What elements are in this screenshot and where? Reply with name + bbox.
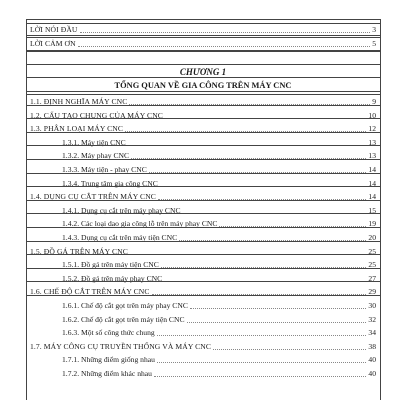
toc-item-label: 1.7. MÁY CÔNG CỤ TRUYỀN THỐNG VÀ MÁY CNC <box>30 341 212 351</box>
toc-item-label: 1.2. CẤU TẠO CHUNG CỦA MÁY CNC <box>30 110 163 120</box>
toc-section-item <box>26 110 380 122</box>
toc-section-item <box>26 286 380 298</box>
toc-subsection-item <box>26 150 380 162</box>
toc-subsection-item <box>26 178 380 190</box>
table-rule <box>26 37 380 38</box>
toc-item-label: 1.5.2. Đồ gá trên máy phay CNC <box>62 273 163 283</box>
table-rule <box>26 227 380 228</box>
toc-section-item <box>26 246 380 258</box>
toc-subsection-item <box>26 327 380 339</box>
toc-item-label: 1.3.3. Máy tiện - phay CNC <box>62 165 147 174</box>
toc-item-page: 14 <box>368 165 376 174</box>
toc-section-item <box>26 341 380 353</box>
toc-item-label: 1.1. ĐỊNH NGHĨA MÁY CNC <box>30 97 128 106</box>
toc-item-page: 40 <box>368 355 376 365</box>
toc-item-label: 1.4. DỤNG CỤ CẮT TRÊN MÁY CNC <box>30 192 156 202</box>
toc-item-page: 12 <box>368 124 376 134</box>
table-rule <box>26 254 380 255</box>
toc-item-page: 5 <box>372 39 376 48</box>
toc-subsection-item <box>26 273 380 285</box>
toc-subsection-item <box>26 164 380 176</box>
toc-item-page: 38 <box>368 341 376 351</box>
toc-item-page: 14 <box>368 192 376 202</box>
toc-item-page: 20 <box>368 233 376 242</box>
toc-item-page: 25 <box>368 260 376 270</box>
table-rule <box>26 281 380 282</box>
toc-leader-dots <box>157 335 366 336</box>
table-rule <box>26 213 380 214</box>
table-rule <box>26 159 380 160</box>
toc-leader-dots <box>187 322 366 323</box>
toc-item-page: 25 <box>368 246 376 256</box>
toc-item-label: 1.3.1. Máy tiện CNC <box>62 137 126 147</box>
toc-item-label: 1.3.2. Máy phay CNC <box>62 151 130 161</box>
toc-item-label: 1.4.1. Dụng cụ cắt trên máy phay CNC <box>62 205 181 215</box>
toc-section-item <box>26 96 380 108</box>
toc-leader-dots <box>154 376 366 377</box>
toc-subsection-item <box>26 259 380 271</box>
toc-item-page: 13 <box>368 137 376 147</box>
toc-leader-dots <box>78 46 370 47</box>
table-rule <box>26 19 380 20</box>
table-rule <box>26 94 380 95</box>
table-rule <box>26 200 380 201</box>
toc-leader-dots <box>157 362 366 363</box>
table-rule <box>26 118 380 119</box>
chapter-title: TỔNG QUAN VỀ GIA CÔNG TRÊN MÁY CNC <box>114 81 292 90</box>
toc-item-page: 29 <box>368 287 376 297</box>
table-rule <box>26 64 380 65</box>
toc-item-page: 15 <box>368 205 376 215</box>
table-border <box>380 19 381 400</box>
toc-item-page: 14 <box>368 178 376 188</box>
toc-item-label: 1.5.1. Đồ gá trên máy tiện CNC <box>62 260 159 270</box>
table-rule <box>26 91 380 92</box>
toc-item-page: 40 <box>368 369 376 378</box>
toc-leader-dots <box>213 349 366 350</box>
table-rule <box>26 295 380 296</box>
toc-leader-dots <box>190 308 366 309</box>
toc-subsection-item <box>26 137 380 149</box>
toc-item-label: 1.6. CHẾ ĐỘ CẮT TRÊN MÁY CNC <box>30 287 150 297</box>
toc-section-item <box>26 123 380 135</box>
toc-item-label: 1.3.4. Trung tâm gia công CNC <box>62 178 158 188</box>
toc-leader-dots <box>80 32 370 33</box>
toc-item-page: 19 <box>368 219 376 229</box>
toc-subsection-item <box>26 368 380 380</box>
table-rule <box>26 173 380 174</box>
chapter-number: CHƯƠNG 1 <box>179 67 227 77</box>
table-rule <box>26 186 380 187</box>
toc-item-page: 3 <box>372 25 376 34</box>
table-rule <box>26 105 380 106</box>
toc-subsection-item <box>26 218 380 230</box>
toc-item-label: LỜI NÓI ĐẦU <box>30 25 78 34</box>
table-rule <box>26 268 380 269</box>
table-rule <box>26 132 380 133</box>
table-rule <box>26 145 380 146</box>
toc-item-page: 27 <box>368 273 376 283</box>
toc-item-label: 1.4.2. Các loại dao gia công lỗ trên máy phay CNC <box>62 219 218 229</box>
toc-item-label: 1.7.2. Những điểm khác nhau <box>62 369 152 378</box>
table-rule <box>26 50 380 51</box>
toc-item-label: 1.7.1. Những điểm giống nhau <box>62 355 155 365</box>
toc-item-label: 1.6.2. Chế độ cắt gọt trên máy tiện CNC <box>62 314 185 324</box>
toc-subsection-item <box>26 300 380 312</box>
toc-item-page: 30 <box>368 301 376 310</box>
toc-item-label: 1.3. PHÂN LOẠI MÁY CNC <box>30 124 124 134</box>
table-rule <box>26 241 380 242</box>
toc-item-page: 32 <box>368 314 376 324</box>
toc-item-page: 13 <box>368 151 376 161</box>
toc-front-item <box>26 38 380 50</box>
toc-item-page: 34 <box>368 328 376 338</box>
toc-item-label: 1.6.3. Một số công thức chung <box>62 328 155 338</box>
table-rule <box>26 77 380 78</box>
toc-subsection-item <box>26 354 380 366</box>
toc-item-label: 1.4.3. Dụng cụ cắt trên máy tiện CNC <box>62 233 178 242</box>
toc-item-label: 1.5. ĐỒ GÁ TRÊN MÁY CNC <box>30 246 128 256</box>
toc-item-label: 1.6.1. Chế độ cắt gọt trên máy phay CNC <box>62 301 188 310</box>
toc-section-item <box>26 191 380 203</box>
toc-item-page: 10 <box>368 110 376 120</box>
toc-subsection-item <box>26 314 380 326</box>
toc-subsection-item <box>26 205 380 217</box>
table-border <box>26 19 27 400</box>
toc-item-label: LỜI CẢM ƠN <box>30 39 76 48</box>
toc-item-page: 9 <box>372 97 376 106</box>
toc-subsection-item <box>26 232 380 244</box>
table-rule <box>26 23 380 24</box>
